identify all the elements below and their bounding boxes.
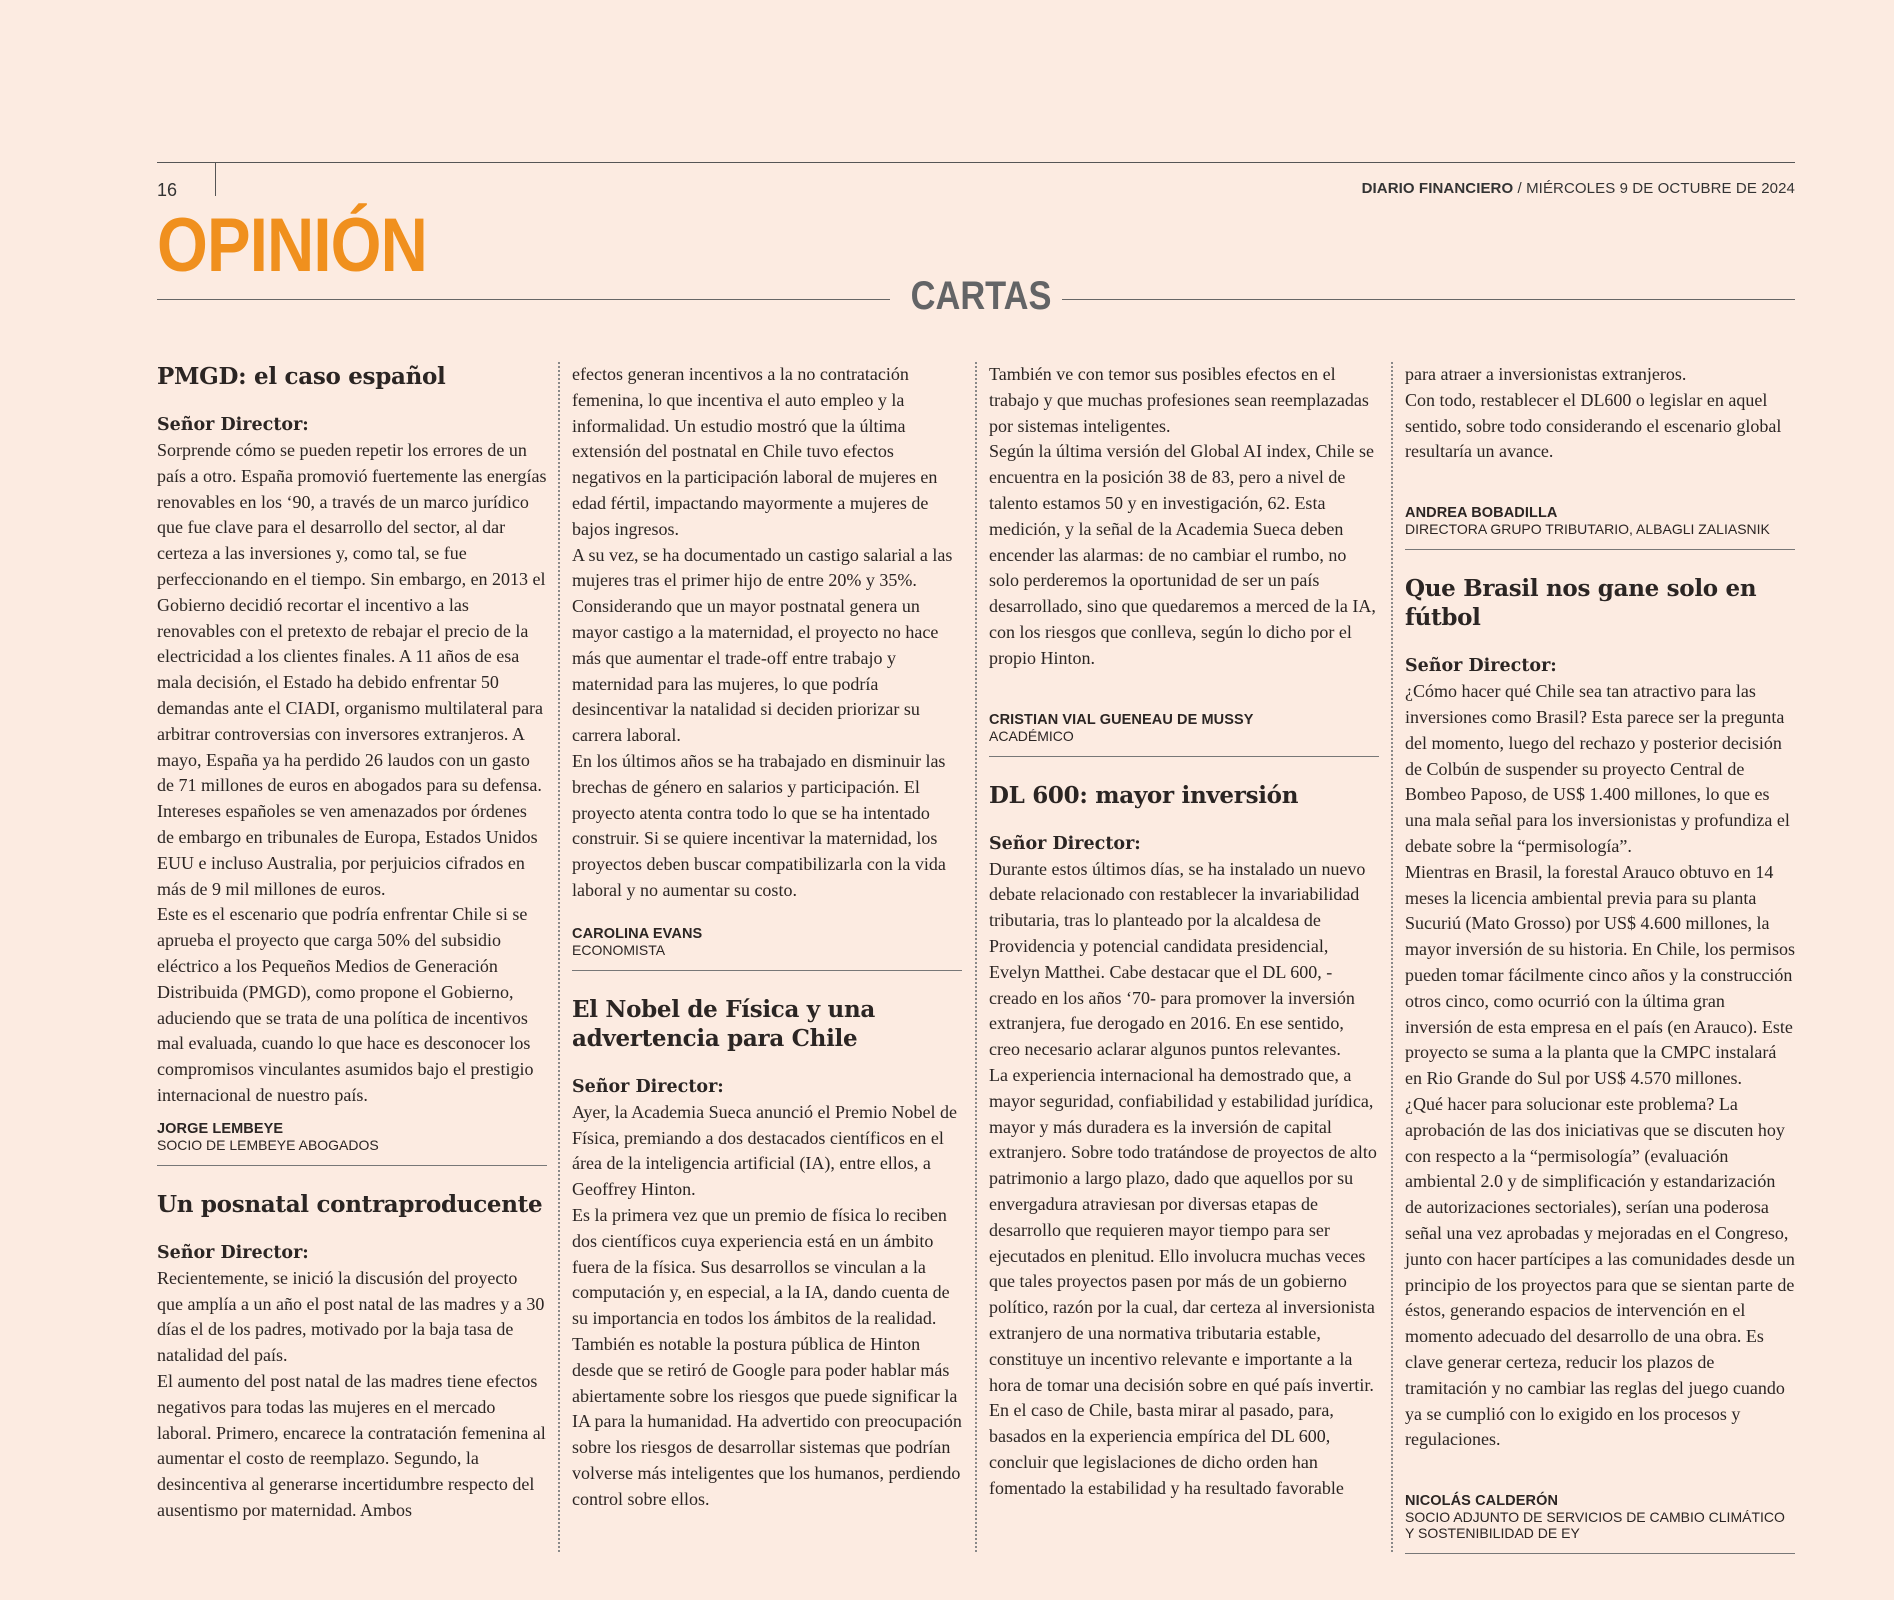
letter-paragraph: Este es el escenario que podría enfrentar Chile si se aprueba el proyecto que carga 50% del subsidio eléctrico a los Pequeños Medios de Generación Distribuida (PMGD), como propone el Gobierno, aduciendo que se trata de una política de incentivos mal evaluada, cuando lo que hace es desconocer los compromisos vinculantes asumidos bajo el prestigio internacional de nuestro país.: [157, 904, 534, 1105]
letter-author-role: SOCIO DE LEMBEYE ABOGADOS: [157, 1136, 379, 1153]
column-divider: [975, 362, 977, 1552]
letter-author-role: SOCIO ADJUNTO DE SERVICIOS DE CAMBIO CLIMÁTICO Y SOSTENIBILIDAD DE EY: [1405, 1509, 1785, 1542]
letter-separator: [1405, 549, 1795, 550]
letter-paragraph: Con todo, restablecer el DL600 o legislar en aquel sentido, sobre todo considerando el escenario global resultaría un avance.: [1405, 389, 1782, 462]
letter-salutation: Señor Director:: [989, 833, 1141, 854]
letter-paragraph: para atraer a inversionistas extranjeros.: [1405, 364, 1687, 384]
letter-paragraph: En los últimos años se ha trabajado en disminuir las brechas de género en salarios y participación. El proyecto atenta contra todo lo que se ha intentado construir. Si se quiere incentivar la maternidad, los proyectos deben buscar compatibilizarla con la vida laboral y no aumentar su costo.: [572, 750, 946, 900]
letter-author-role: ACADÉMICO: [989, 727, 1074, 744]
letter-paragraph: Ayer, la Academia Sueca anunció el Premio Nobel de Física, premiando a dos destacados científicos en el área de la inteligencia artificial (IA), entre ellos, a Geoffrey Hinton.: [572, 1101, 957, 1200]
letter-author: ANDREA BOBADILLA: [1405, 505, 1558, 522]
column-1: [157, 362, 547, 1524]
letter-paragraph: Recientemente, se inició la discusión del proyecto que amplía a un año el post natal de las madres y a 30 días el de los padres, motivado por la baja tasa de natalidad del país.: [157, 1267, 545, 1366]
letter-title: DL 600: mayor inversión: [989, 781, 1299, 809]
letter-dl600: [989, 781, 1379, 1502]
letter-salutation: Señor Director:: [157, 415, 309, 435]
letter-author-role: ECONOMISTA: [572, 941, 666, 958]
letter-author: JORGE LEMBEYE: [157, 1120, 284, 1137]
letter-nobel: [572, 995, 962, 1513]
letter-paragraph: efectos generan incentivos a la no contratación femenina, lo que incentiva el auto empleo y la informalidad. Un estudio mostró que la última extensión del postnatal en Chile tuvo efectos negativos en la participación laboral de mujeres en edad fértil, impactando mayormente a mujeres de bajos ingresos.: [572, 364, 938, 539]
letter-paragraph: Sorprende cómo se pueden repetir los errores de un país a otro. España promovió fuertemente las energías renovables en los ‘90, a través de un marco jurídico que fue clave para el desarrollo del sector, al dar certeza a las inversiones y, como tal, se fue perfeccionando en el tiempo. Sin embargo, en 2013 el Gobierno decidió recortar el incentivo a las renovables con el pretexto de rebajar el precio de la electricidad a los clientes finales. A 11 años de esa mala decisión, el Estado ha debido enfrentar 50 demandas ante el CIADI, organismo multilateral para arbitrar controversias con inversores extranjeros. A mayo, España ya ha perdido 26 laudos con un gasto de 71 millones de euros en abogados para su defensa. Intereses españoles se ven amenazados por órdenes de embargo en tribunales de Europa, Estados Unidos EUU e incluso Australia, por perjuicios cifrados en más de 9 mil millones de euros.: [157, 440, 547, 899]
letter-paragraph: Mientras en Brasil, la forestal Arauco obtuvo en 14 meses la licencia ambiental previa para su planta Sucuriú (Mato Grosso) por US$ 4.600 millones, la mayor inversión de su historia. En Chile, los permisos pueden tomar fácilmente cinco años y la construcción otros cinco, como ocurrió con la última gran inversión de esta empresa en el país (en Arauco). Este proyecto se suma a la planta que la CMPC instalará en Rio Grande do Sul por US$ 4.570 millones.: [1405, 861, 1795, 1089]
letter-nobel-continued: [989, 362, 1379, 757]
letter-paragraph: ¿Qué hacer para solucionar este problema? La aprobación de las dos iniciativas que se discuten hoy con respecto a la “permisología” (evaluación ambiental 2.0 y de simplificación y estandarización de autorizaciones sectoriales), serían una poderosa señal una vez aprobadas y mejoradas en el Congreso, junto con hacer partícipes a las comunidades desde un principio de los proyectos para que se sientan parte de éstos, generando espacios de intervención en el momento adecuado del desarrollo de una obra. Es clave generar certeza, reducir los plazos de tramitación y no cambiar las reglas del juego cuando ya se cumplió con lo exigido en los procesos y regulaciones.: [1405, 1093, 1795, 1450]
newspaper-name: DIARIO FINANCIERO: [1361, 180, 1514, 197]
letter-paragraph: A su vez, se ha documentado un castigo salarial a las mujeres tras el primer hijo de entre 20% y 35%. Considerando que un mayor postnatal genera un mayor castigo a la maternidad, el proyecto no hace más que aumentar el trade-off entre trabajo y maternidad para las mujeres, lo que podría desincentivar la natalidad si deciden priorizar su carrera laboral.: [572, 544, 953, 746]
section-rule-left: [157, 299, 890, 300]
letter-title: Un posnatal contraproducente: [157, 1190, 543, 1218]
letter-paragraph: Es la primera vez que un premio de física lo reciben dos científicos cuya experiencia está en un ámbito fuera de la física. Sus desarrollos se vinculan a la computación y, en especial, a la IA, dando cuenta de su importancia en todos los ámbitos de la realidad.: [572, 1204, 950, 1329]
letter-salutation: Señor Director:: [572, 1076, 724, 1097]
column-3: [989, 362, 1379, 1501]
section-title: OPINIÓN: [157, 203, 427, 288]
letter-paragraph: También ve con temor sus posibles efectos en el trabajo y que muchas profesiones sean reemplazadas por sistemas inteligentes.: [989, 364, 1369, 436]
column-4: [1405, 362, 1795, 1578]
letter-separator: [989, 756, 1379, 757]
letter-dl600-continued: [1405, 362, 1795, 550]
letter-title: El Nobel de Física y una advertencia para Chile: [572, 995, 876, 1052]
letter-paragraph: Según la última versión del Global AI index, Chile se encuentra en la posición 38 de 83, pero a nivel de talento estamos 50 y en investigación, 62. Esta medición, y la señal de la Academia Sueca deben encender las alarmas: de no cambiar el rumbo, no solo perderemos la oportunidad de ser un país desarrollado, sino que quedaremos a merced de la IA, con los riesgos que conlleva, según lo dicho por el propio Hinton.: [989, 441, 1376, 668]
column-divider: [558, 362, 560, 1552]
letter-author: CAROLINA EVANS: [572, 925, 703, 942]
letter-author-role: DIRECTORA GRUPO TRIBUTARIO, ALBAGLI ZALIASNIK: [1405, 521, 1770, 538]
letter-author: CRISTIAN VIAL GUENEAU DE MUSSY: [989, 711, 1254, 728]
page-number-divider: [215, 162, 216, 196]
column-2: [572, 362, 962, 1512]
section-rule-right: [1062, 299, 1795, 300]
letter-salutation: Señor Director:: [157, 1242, 309, 1263]
page-number: 16: [157, 180, 178, 200]
letter-paragraph: También es notable la postura pública de Hinton desde que se retiró de Google para poder hablar más abiertamente sobre los riesgos que puede significar la IA para la humanidad. Ha advertido con preocupación sobre los riesgos de desarrollar sistemas que podrían volverse más inteligentes que los humanos, perdiendo control sobre ellos.: [572, 1333, 962, 1509]
letter-title: PMGD: el caso español: [157, 363, 446, 390]
issue-date: / MIÉRCOLES 9 DE OCTUBRE DE 2024: [1517, 180, 1795, 197]
letter-author: NICOLÁS CALDERÓN: [1405, 1493, 1559, 1510]
letter-paragraph: ¿Cómo hacer qué Chile sea tan atractivo para las inversiones como Brasil? Esta parece ser la pregunta del momento, luego del rechazo y posterior decisión de Colbún de suspender su proyecto Central de Bombeo Paposo, de US$ 1.400 millones, lo que es una mala señal para los inversionistas y profundiza el debate sobre la “permisología”.: [1405, 681, 1790, 856]
subsection-title: CARTAS: [910, 274, 1052, 318]
letter-paragraph: La experiencia internacional ha demostrado que, a mayor seguridad, confiabilidad y estabilidad jurídica, mayor y más duradera es la inversión de capital extranjero. Sobre todo tratándose de proyectos de alto patrimonio a largo plazo, dado que aquellos por su envergadura atraviesan por diversas etapas de desarrollo que requieren mayor tiempo para ser ejecutados en plenitud. Ello involucra muchas veces que tales proyectos pasen por más de un gobierno político, razón por la cual, dar certeza al inversionista extranjero de una normativa tributaria estable, constituye un incentivo relevante e importante a la hora de tomar una decisión sobre en qué país invertir.: [989, 1064, 1377, 1395]
letter-paragraph: En el caso de Chile, basta mirar al pasado, para, basados en la experiencia empírica del DL 600, concluir que legislaciones de dicho orden han fomentado la estabilidad y ha resultado favorable: [989, 1400, 1344, 1498]
letter-title: Que Brasil nos gane solo en fútbol: [1405, 575, 1757, 632]
letter-posnatal-continued: [572, 362, 962, 971]
letter-pmgd: [157, 362, 547, 1166]
letter-paragraph: Durante estos últimos días, se ha instalado un nuevo debate relacionado con restablecer la invariabilidad tributaria, tras lo planteado por la alcaldesa de Providencia y potencial candidata presidencial, Evelyn Matthei. Cabe destacar que el DL 600, -creado en los años ‘70- para promover la inversión extranjera, fue derogado en 2016. En ese sentido, creo necesario aclarar algunos puntos relevantes.: [989, 858, 1366, 1060]
letter-brasil: [1405, 574, 1795, 1554]
column-divider: [1391, 362, 1393, 1552]
masthead: [1362, 180, 1795, 197]
letter-separator: [1405, 1553, 1795, 1554]
letter-paragraph: El aumento del post natal de las madres tiene efectos negativos para todas las mujeres en el mercado laboral. Primero, encarece la contratación femenina al aumentar el costo de reemplazo. Segundo, la desincentiva al generarse incertidumbre respecto del ausentismo por maternidad. Ambos: [157, 1370, 546, 1520]
letter-separator: [572, 970, 962, 971]
letter-salutation: Señor Director:: [1405, 656, 1557, 677]
letter-separator: [157, 1165, 547, 1166]
letter-posnatal: [157, 1190, 547, 1524]
header-rule: [157, 162, 1795, 163]
